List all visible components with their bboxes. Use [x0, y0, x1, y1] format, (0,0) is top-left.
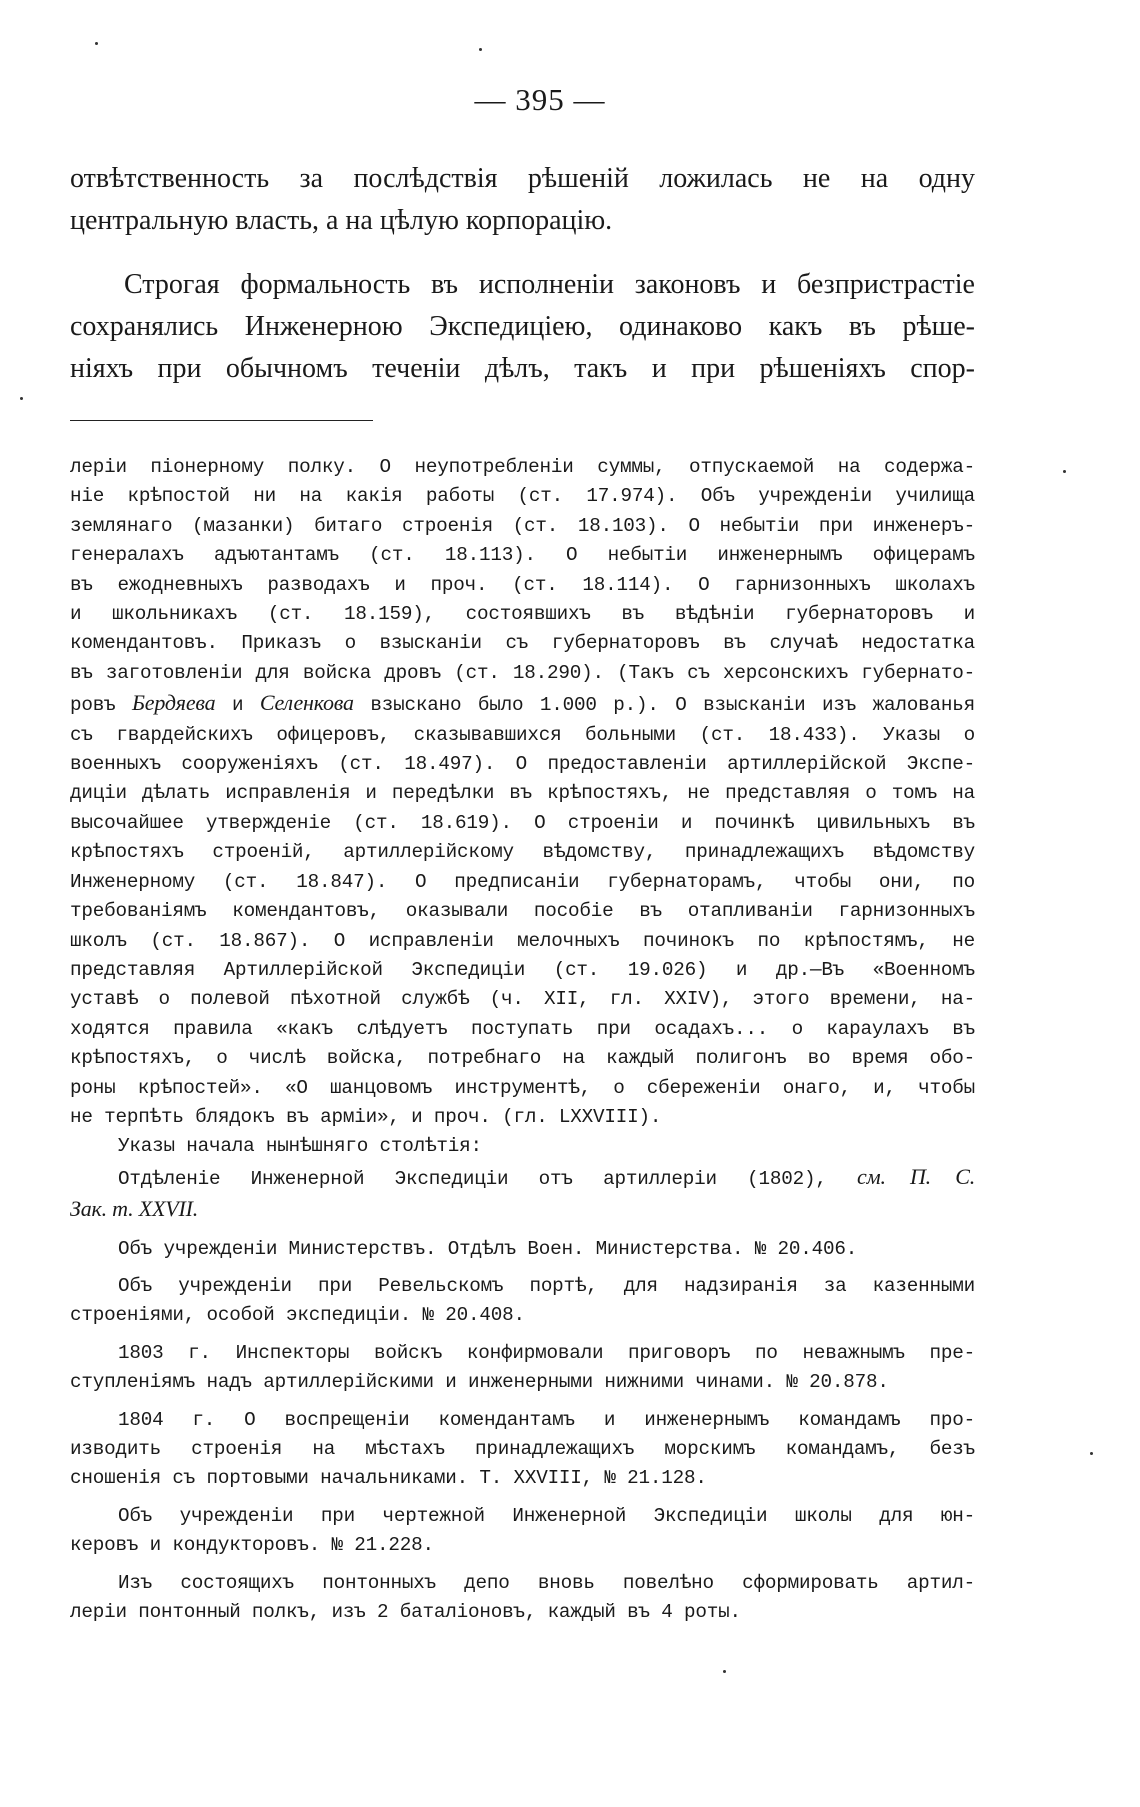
footnote-line: леріи піонерному полку. О неупотребленіи суммы, отпускаемой на содержа-	[70, 456, 975, 478]
footnote-line: Указы начала нынѣшняго столѣтія:	[118, 1135, 482, 1158]
page-number: — 395 —	[474, 82, 606, 117]
italic-name: Бердяева	[132, 690, 216, 716]
main-text-line: центральную власть, а на цѣлую корпорацію.	[70, 205, 613, 236]
footnote-line: уставѣ о полевой пѣхотной службѣ (ч. XII, гл. XXIV), этого времени, на-	[70, 988, 975, 1011]
footnote-line: диціи дѣлать исправленія и передѣлки въ крѣпостяхъ, не представляя о томъ на	[70, 782, 975, 805]
footnote-line: строеніями, особой экспедиціи. № 20.408.	[70, 1304, 525, 1327]
footnote-line: 1804 г. О воспрещеніи комендантамъ и инженернымъ командамъ про-	[118, 1408, 975, 1431]
footnote-line: въ заготовленіи для войска дровъ (ст. 18.290). (Такъ съ херсонскихъ губернато-	[70, 661, 975, 684]
footnote-line: крѣпостяхъ строеній, артиллерійскому вѣдомству, принадлежащихъ вѣдомству	[70, 841, 975, 864]
footnote-line: 1803 г. Инспекторы войскъ конфирмовали приговоръ по неважнымъ пре-	[118, 1341, 975, 1364]
footnote-line: генералахъ адъютантамъ (ст. 18.113). О небытіи инженернымъ офицерамъ	[70, 544, 975, 567]
scan-speck	[723, 1670, 726, 1673]
footnote-line: Изъ состоящихъ понтонныхъ депо вновь повелѣно сформировать артил-	[118, 1571, 975, 1594]
footnote-line: и школьникахъ (ст. 18.159), состоявшихъ въ вѣдѣніи губернаторовъ и	[70, 603, 975, 626]
footnote-line: Объ учрежденіи при чертежной Инженерной Экспедиціи школы для юн-	[118, 1504, 975, 1527]
footnote-line: требованіямъ комендантовъ, оказывали пособіе въ отапливаніи гарнизонныхъ	[70, 900, 975, 923]
footnote-line: школъ (ст. 18.867). О исправленіи мелочныхъ починокъ по крѣпостямъ, не	[70, 929, 975, 952]
footnote-line: роны крѣпостей». «О шанцовомъ инструментѣ, о сбереженіи онаго, и, чтобы	[70, 1076, 975, 1099]
scan-speck	[20, 397, 23, 400]
footnote-line: Объ учрежденіи Министерствъ. Отдѣлъ Воен. Министерства. № 20.406.	[118, 1237, 858, 1260]
footnote-line: Инженерному (ст. 18.847). О предписаніи губернаторамъ, чтобы они, по	[70, 870, 975, 893]
footnote-line	[70, 1194, 975, 1226]
footnote-line: керовъ и кондукторовъ. № 21.228.	[70, 1534, 434, 1557]
footnote-line: представляя Артиллерійской Экспедиціи (ст. 19.026) и др.—Въ «Военномъ	[70, 958, 975, 981]
footnote-line: ровъ Бердяева и Селенкова взыскано было 1.000 р.). О взысканіи изъ жалованья	[70, 690, 976, 717]
main-text-line: сохранялись Инженерною Экспедиціею, одинаково какъ въ рѣше-	[70, 311, 975, 342]
footnote-line: землянаго (мазанки) битаго строенія (ст. 18.103). О небытіи при инженеръ-	[70, 514, 975, 537]
footnotes	[70, 453, 975, 1627]
footnote-line: высочайшее утвержденіе (ст. 18.619). О строеніи и починкѣ цивильныхъ въ	[70, 811, 975, 834]
footnote-line: Отдѣленіе Инженерной Экспедиціи отъ артиллеріи (1802), см. П. С.	[118, 1163, 975, 1190]
footnote-line: изводить строенія на мѣстахъ принадлежащихъ морскимъ командамъ, безъ	[70, 1438, 975, 1460]
scan-speck	[1090, 1452, 1093, 1455]
footnote-line: съ гвардейскихъ офицеровъ, сказывавшихся больными (ст. 18.433). Указы о	[70, 723, 975, 746]
scan-speck	[479, 48, 482, 51]
scan-speck	[1063, 470, 1066, 473]
italic-citation: см. П. С.	[857, 1163, 975, 1189]
footnote-line: военныхъ сооруженіяхъ (ст. 18.497). О предоставленіи артиллерійской Экспе-	[70, 753, 975, 776]
main-text	[70, 158, 975, 390]
footnote-line: Объ учрежденіи при Ревельскомъ портѣ, для надзиранія за казенными	[118, 1274, 975, 1297]
footnote-divider	[70, 420, 373, 421]
footnote-line: комендантовъ. Приказъ о взысканіи съ губернаторовъ въ случаѣ недостатка	[70, 632, 975, 655]
footnote-line: ходятся правила «какъ слѣдуетъ поступать при осадахъ... о караулахъ въ	[70, 1017, 975, 1040]
scan-speck	[95, 42, 98, 45]
footnote-line: ніе крѣпостой ни на какія работы (ст. 17.974). Объ учрежденіи училища	[70, 485, 975, 508]
footnote-line: ступленіямъ надъ артиллерійскими и инженерными нижними чинами. № 20.878.	[70, 1371, 889, 1394]
main-text-line: Строгая формальность въ исполненіи законовъ и безпристрастіе	[124, 269, 975, 300]
italic-name: Селенкова	[259, 690, 354, 716]
main-text-line: отвѣтственность за послѣдствія рѣшеній ложилась не на одну	[70, 163, 975, 194]
italic-citation: Зак. т. XXVII.	[70, 1196, 199, 1222]
footnote-line: леріи понтонный полкъ, изъ 2 баталіоновъ, каждый въ 4 роты.	[70, 1601, 741, 1624]
footnote-line: въ ежодневныхъ разводахъ и проч. (ст. 18.114). О гарнизонныхъ школахъ	[70, 573, 975, 596]
main-text-line: ніяхъ при обычномъ теченіи дѣлъ, такъ и при рѣшеніяхъ спор-	[70, 353, 975, 384]
footnote-line: не терпѣть блядокъ въ арміи», и проч. (гл. LXXVIII).	[70, 1105, 662, 1128]
footnote-line: крѣпостяхъ, о числѣ войска, потребнаго на каждый полигонъ во время обо-	[70, 1047, 975, 1070]
footnote-line: сношенія съ портовыми начальниками. Т. XXVIII, № 21.128.	[70, 1467, 707, 1490]
